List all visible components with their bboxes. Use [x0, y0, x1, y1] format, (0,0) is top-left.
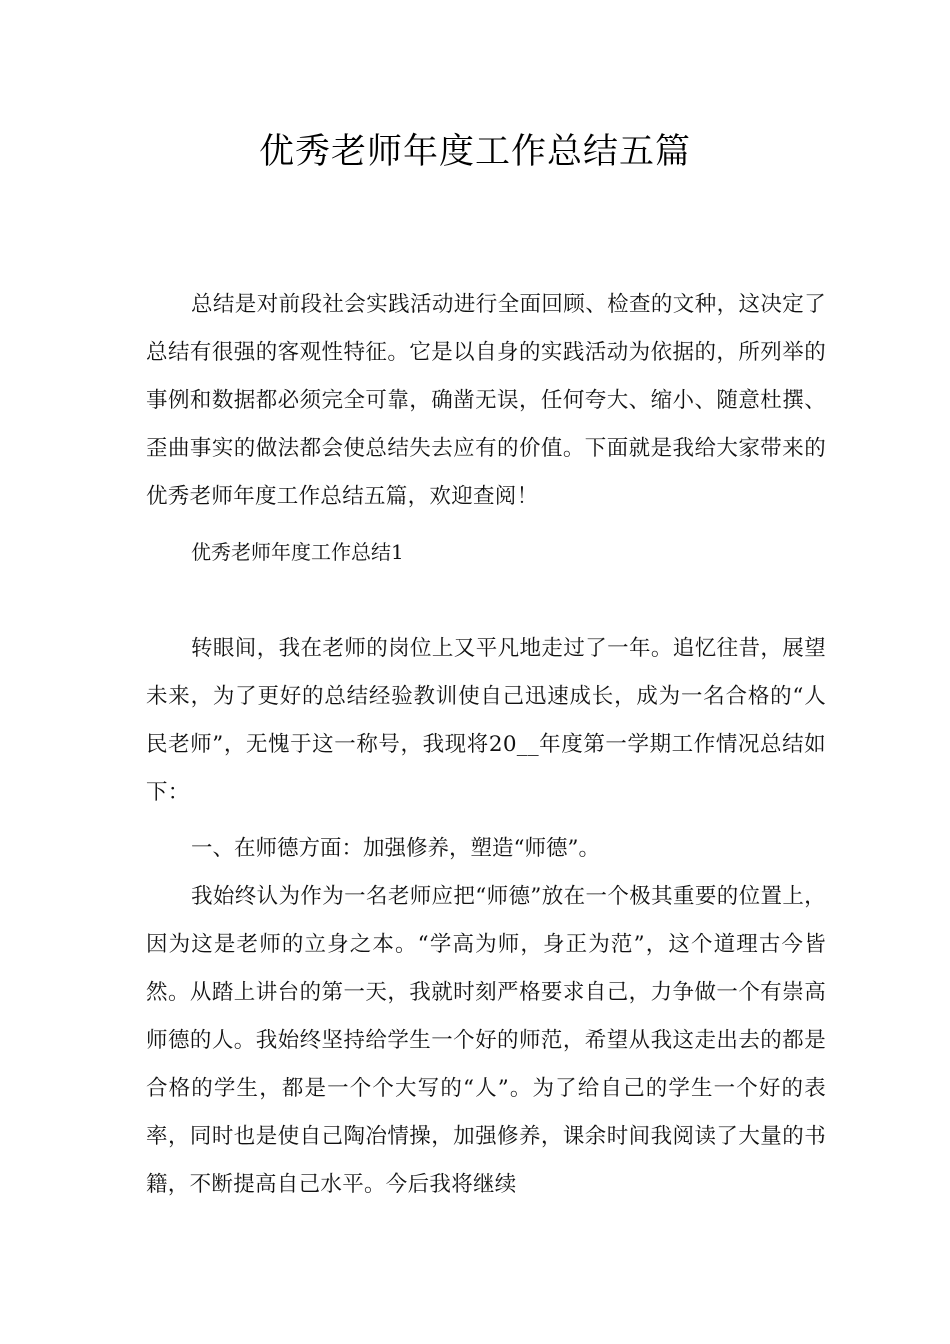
- section-paragraph-1: 转眼间，我在老师的岗位上又平凡地走过了一年。追忆往昔，展望未来，为了更好的总结经验教训使自己迅速成长，成为一名合格的“人民老师”，无愧于这一称号，我现将20__年度第一学期工作情况总结如下：: [146, 636, 826, 805]
- subheading-teacher-ethics: 一、在师德方面：加强修养，塑造“师德”。: [191, 836, 600, 861]
- document-title: 优秀老师年度工作总结五篇: [258, 132, 691, 172]
- section-heading: 优秀老师年度工作总结1: [191, 540, 404, 564]
- intro-paragraph: 总结是对前段社会实践活动进行全面回顾、检查的文种，这决定了总结有很强的客观性特征。它是以自身的实践活动为依据的，所列举的事例和数据都必须完全可靠，确凿无误，任何夸大、缩小、随意杜撰、歪曲事实的做法都会使总结失去应有的价值。下面就是我给大家带来的优秀老师年度工作总结五篇，欢迎查阅！: [146, 292, 826, 509]
- section-paragraph-2: 我始终认为作为一名老师应把“师德”放在一个极其重要的位置上，因为这是老师的立身之本。“学高为师，身正为范”，这个道理古今皆然。从踏上讲台的第一天，我就时刻严格要求自己，力争做一个有崇高师德的人。我始终坚持给学生一个好的师范，希望从我这走出去的都是合格的学生，都是一个个大写的“人”。为了给自己的学生一个好的表率，同时也是使自己陶冶情操，加强修养，课余时间我阅读了大量的书籍，不断提高自己水平。今后我将继续: [146, 884, 826, 1197]
